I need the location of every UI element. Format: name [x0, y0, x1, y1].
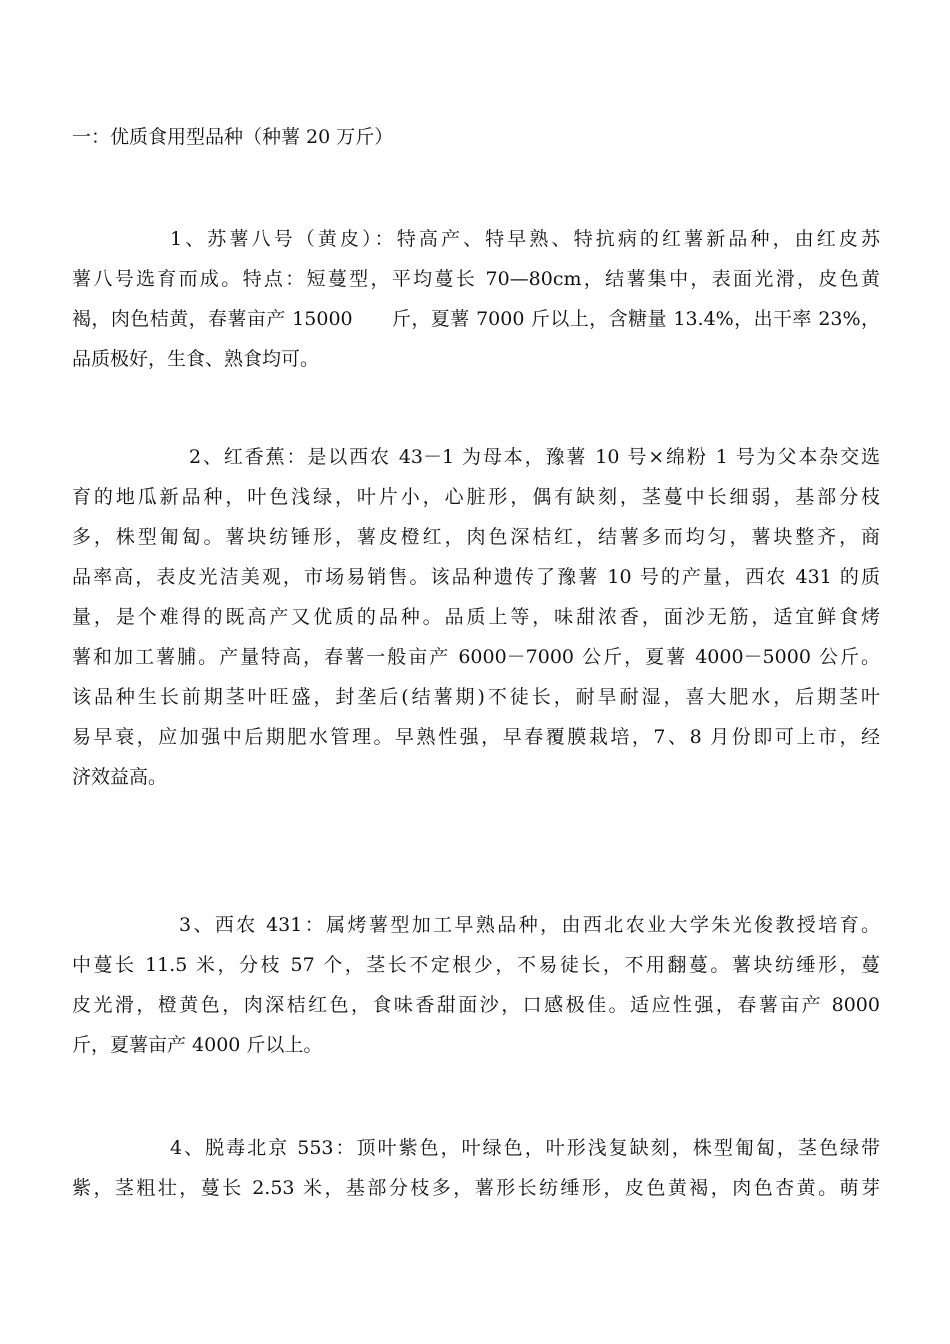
paragraph-line: 济效益高。: [72, 766, 168, 788]
paragraph-beijing-553: [72, 1128, 880, 1208]
paragraph-line: 褐，肉色桔黄，春薯亩产 15000 斤，夏薯 7000 斤以上，含糖量 13.4%，出干率 23%，: [72, 308, 880, 330]
paragraph-line: 中蔓长 11.5 米，分枝 57 个，茎长不定根少，不易徒长，不用翻蔓。薯块纺缍形，蔓: [72, 954, 880, 976]
paragraph-sushu-8: [72, 219, 880, 379]
section-heading: 一：优质食用型品种（种薯 20 万斤）: [72, 126, 394, 148]
paragraph-line: 薯八号选育而成。特点：短蔓型，平均蔓长 70—80cm，结薯集中，表面光滑，皮色黄: [72, 268, 880, 290]
paragraph-line: 品质极好，生食、熟食均可。: [72, 348, 320, 370]
paragraph-line: 斤，夏薯亩产 4000 斤以上。: [72, 1034, 323, 1056]
paragraph-hongxiangjiao: [72, 437, 880, 797]
paragraph-line: 育的地瓜新品种，叶色浅绿，叶片小，心脏形，偶有缺刻，茎蔓中长细弱，基部分枝: [72, 486, 880, 508]
paragraph-line: 1、苏薯八号（黄皮）：特高产、特早熟、特抗病的红薯新品种，由红皮苏: [170, 228, 880, 250]
paragraph-line: 易早衰，应加强中后期肥水管理。早熟性强，早春覆膜栽培，7、8 月份即可上市，经: [72, 726, 880, 748]
paragraph-line: 该品种生长前期茎叶旺盛，封垄后(结薯期)不徒长，耐旱耐湿，喜大肥水，后期茎叶: [72, 686, 880, 708]
paragraph-xinong-431: [72, 905, 880, 1065]
paragraph-line: 量，是个难得的既高产又优质的品种。品质上等，味甜浓香，面沙无筋，适宜鲜食烤: [72, 606, 880, 628]
paragraph-line: 4、脱毒北京 553：顶叶紫色，叶绿色，叶形浅复缺刻，株型匍匐，茎色绿带: [170, 1137, 880, 1159]
paragraph-line: 薯和加工薯脯。产量特高，春薯一般亩产 6000－7000 公斤，夏薯 4000－5000 公斤。: [72, 646, 880, 668]
paragraph-line: 紫，茎粗壮，蔓长 2.53 米，基部分枝多，薯形长纺缍形，皮色黄褐，肉色杏黄。萌芽: [72, 1177, 880, 1199]
paragraph-line: 品率高，表皮光洁美观，市场易销售。该品种遗传了豫薯 10 号的产量，西农 431 的质: [72, 566, 880, 588]
paragraph-line: 多，株型匍匐。薯块纺锤形，薯皮橙红，肉色深桔红，结薯多而均匀，薯块整齐，商: [72, 526, 880, 548]
paragraph-line: 2、红香蕉：是以西农 43－1 为母本，豫薯 10 号×绵粉 1 号为父本杂交选: [189, 446, 880, 468]
paragraph-line: 皮光滑，橙黄色，肉深桔红色，食味香甜面沙，口感极佳。适应性强，春薯亩产 8000: [72, 994, 880, 1016]
paragraph-line: 3、西农 431：属烤薯型加工早熟品种，由西北农业大学朱光俊教授培育。: [179, 914, 880, 936]
